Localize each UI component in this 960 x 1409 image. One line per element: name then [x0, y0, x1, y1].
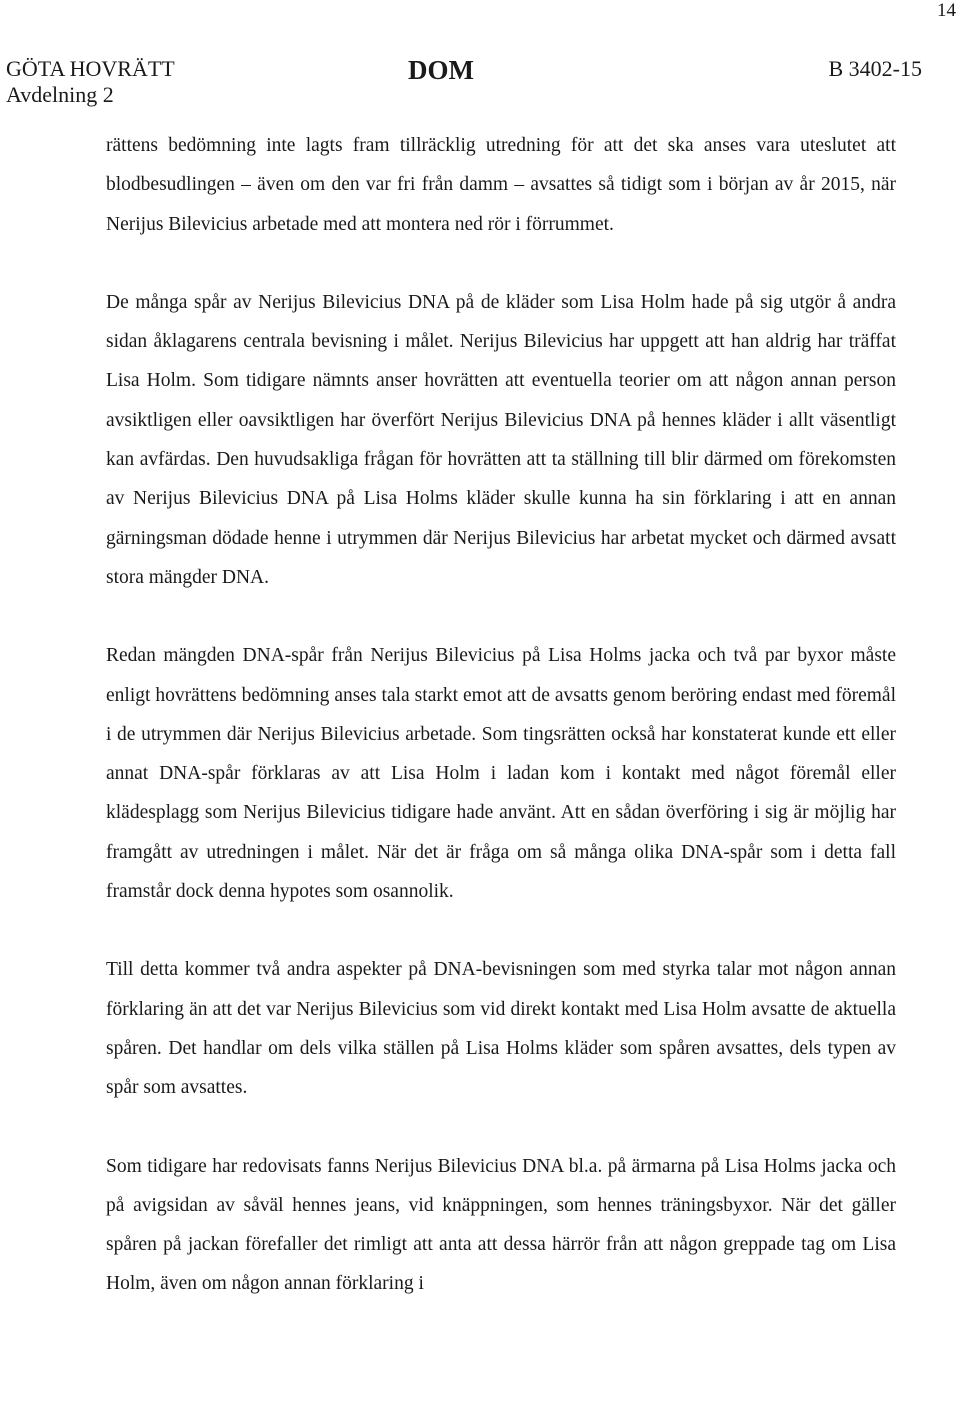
paragraph: De många spår av Nerijus Bilevicius DNA på de kläder som Lisa Holm hade på sig utgör å andra sidan åklagarens centrala bevisning i målet. Nerijus Bilevicius har uppgett att han aldrig har träffat Lisa Holm. Som tidigare nämnts anser hovrätten att eventuella teorier om att någon annan person avsiktligen eller oavsiktligen har överfört Nerijus Bilevicius DNA på hennes kläder i allt väsentligt kan avfärdas. Den huvudsakliga frågan för hovrätten att ta ställning till blir därmed om förekomsten av Nerijus Bilevicius DNA på Lisa Holms kläder skulle kunna ha sin förklaring i att en annan gärningsman dödade henne i utrymmen där Nerijus Bilevicius har arbetat mycket och därmed avsatt stora mängder DNA. — [106, 291, 896, 588]
page-number: 14 — [937, 0, 956, 21]
paragraph: Redan mängden DNA-spår från Nerijus Bilevicius på Lisa Holms jacka och två par byxor måste enligt hovrättens bedömning anses tala starkt emot att de avsatts genom beröring endast med föremål i de utrymmen där Nerijus Bilevicius arbetade. Som tingsrätten också har konstaterat kunde ett eller annat DNA-spår förklaras av att Lisa Holm i ladan kom i kontakt med något föremål eller klädesplagg som Nerijus Bilevicius tidigare hade använt. Att en sådan överföring i sig är möjlig har framgått av utredningen i målet. När det är fråga om så många olika DNA-spår som i detta fall framstår dock denna hypotes som osannolik. — [106, 645, 896, 903]
case-number: B 3402-15 — [828, 56, 922, 81]
division-label: Avdelning 2 — [6, 82, 114, 107]
paragraph: Till detta kommer två andra aspekter på DNA-bevisningen som med styrka talar mot någon annan förklaring än att det var Nerijus Bilevicius som vid direkt kontakt med Lisa Holm avsatte de aktuella spåren. Det handlar om dels vilka ställen på Lisa Holms kläder som spåren avsattes, dels typen av spår som avsattes. — [106, 959, 896, 1099]
document-type: DOM — [408, 55, 474, 85]
document-body — [106, 126, 896, 1343]
paragraph: rättens bedömning inte lagts fram tillräcklig utredning för att det ska anses vara uteslutet att blodbesudlingen – även om den var fri från damm – avsattes så tidigt som i början av år 2015, när Nerijus Bilevicius arbetade med att montera ned rör i förrummet. — [106, 135, 896, 235]
court-name: GÖTA HOVRÄTT — [6, 56, 175, 81]
paragraph: Som tidigare har redovisats fanns Nerijus Bilevicius DNA bl.a. på ärmarna på Lisa Holms jacka och på avigsidan av såväl hennes jeans, vid knäppningen, som hennes träningsbyxor. När det gäller spåren på jackan förefaller det rimligt att anta att dessa härrör från att någon greppade tag om Lisa Holm, även om någon annan förklaring i — [106, 1155, 896, 1295]
